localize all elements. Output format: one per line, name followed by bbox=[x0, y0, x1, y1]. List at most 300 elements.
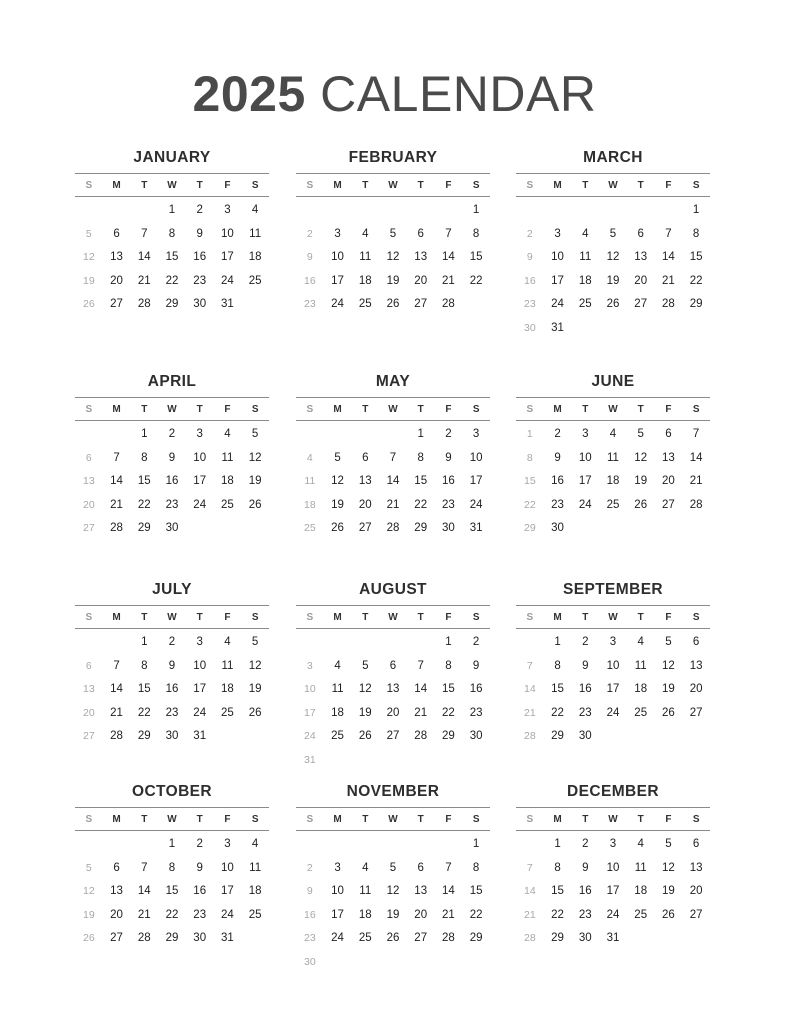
day-cell: 30 bbox=[193, 298, 207, 310]
weekday-label: T bbox=[637, 403, 644, 415]
day-cell: 31 bbox=[221, 298, 234, 310]
day-cell: 9 bbox=[472, 659, 480, 672]
day-cell: 6 bbox=[362, 451, 369, 464]
day-cell: 23 bbox=[304, 298, 316, 310]
weekday-header bbox=[516, 605, 710, 629]
day-cell: 24 bbox=[331, 298, 344, 310]
weekday-label: W bbox=[388, 611, 398, 623]
day-cell: 26 bbox=[248, 706, 262, 719]
empty-cell bbox=[296, 199, 324, 223]
day-cell: 9 bbox=[554, 451, 561, 464]
day-cell: 10 bbox=[331, 251, 344, 263]
day-cell: 21 bbox=[689, 475, 703, 487]
day-cell: 3 bbox=[306, 659, 313, 672]
weekday-label: S bbox=[692, 403, 700, 415]
weekday-label: T bbox=[196, 813, 203, 825]
day-cell: 18 bbox=[221, 683, 234, 695]
weekday-header bbox=[296, 605, 490, 629]
day-cell: 28 bbox=[110, 522, 123, 534]
day-cell: 20 bbox=[83, 498, 95, 511]
day-cell: 8 bbox=[526, 451, 533, 464]
month-name: MARCH bbox=[583, 149, 643, 166]
day-cell: 16 bbox=[578, 683, 592, 695]
day-grid bbox=[296, 199, 490, 317]
day-cell: 22 bbox=[442, 706, 455, 719]
day-cell: 6 bbox=[692, 838, 700, 850]
month-name: NOVEMBER bbox=[346, 783, 440, 800]
month-name: AUGUST bbox=[359, 581, 427, 598]
day-cell: 17 bbox=[551, 274, 564, 287]
day-cell: 27 bbox=[689, 908, 703, 921]
weekday-label: M bbox=[553, 403, 562, 415]
weekday-label: T bbox=[637, 611, 644, 623]
day-cell: 2 bbox=[554, 428, 561, 440]
weekday-label: S bbox=[472, 403, 480, 415]
weekday-label: M bbox=[112, 403, 121, 415]
day-cell: 10 bbox=[331, 885, 344, 897]
empty-cell bbox=[599, 199, 627, 223]
day-cell: 19 bbox=[386, 274, 400, 287]
day-cell: 23 bbox=[524, 298, 536, 310]
day-cell: 28 bbox=[414, 730, 428, 742]
day-cell: 8 bbox=[168, 227, 176, 240]
day-cell: 30 bbox=[165, 730, 179, 742]
title-word: CALENDAR bbox=[320, 66, 597, 122]
day-cell: 7 bbox=[417, 659, 424, 672]
day-cell: 30 bbox=[469, 730, 483, 742]
day-cell: 24 bbox=[331, 932, 344, 944]
day-cell: 5 bbox=[85, 227, 92, 240]
day-cell: 20 bbox=[83, 706, 95, 719]
day-cell: 20 bbox=[110, 908, 123, 921]
day-cell: 25 bbox=[578, 298, 592, 310]
day-cell: 11 bbox=[221, 659, 234, 672]
weekday-label: M bbox=[333, 611, 342, 623]
month-name: MAY bbox=[375, 373, 411, 390]
day-cell: 22 bbox=[551, 706, 564, 719]
weekday-label: T bbox=[362, 813, 369, 825]
day-cell: 15 bbox=[689, 251, 703, 263]
month-february bbox=[296, 148, 490, 317]
day-grid bbox=[296, 423, 490, 541]
day-cell: 8 bbox=[141, 659, 148, 672]
day-cell: 31 bbox=[551, 321, 564, 334]
day-cell: 29 bbox=[689, 298, 703, 310]
empty-cell bbox=[544, 199, 572, 223]
day-cell: 30 bbox=[165, 522, 179, 534]
day-cell: 23 bbox=[469, 706, 483, 719]
day-cell: 22 bbox=[137, 498, 151, 511]
day-cell: 15 bbox=[137, 475, 151, 487]
day-cell: 15 bbox=[551, 683, 564, 695]
weekday-label: W bbox=[167, 813, 177, 825]
empty-cell bbox=[324, 631, 352, 655]
day-cell: 15 bbox=[469, 885, 483, 897]
empty-cell bbox=[351, 833, 379, 857]
month-april bbox=[75, 372, 269, 541]
weekday-header bbox=[75, 605, 269, 629]
day-cell: 18 bbox=[358, 908, 372, 921]
empty-cell bbox=[351, 631, 379, 655]
weekday-label: T bbox=[196, 611, 203, 623]
day-cell: 16 bbox=[165, 683, 179, 695]
weekday-label: S bbox=[472, 611, 480, 623]
weekday-label: T bbox=[582, 179, 589, 191]
day-cell: 25 bbox=[634, 908, 648, 921]
weekday-label: M bbox=[553, 813, 562, 825]
day-cell: 2 bbox=[168, 636, 176, 648]
empty-cell bbox=[75, 423, 103, 447]
day-cell: 22 bbox=[524, 498, 536, 511]
weekday-label: W bbox=[608, 179, 618, 191]
month-name: SEPTEMBER bbox=[562, 581, 664, 598]
day-cell: 8 bbox=[141, 451, 148, 464]
day-cell: 16 bbox=[304, 908, 316, 921]
day-cell: 4 bbox=[251, 838, 259, 850]
weekday-label: F bbox=[445, 403, 452, 415]
day-cell: 30 bbox=[578, 730, 592, 742]
day-cell: 14 bbox=[689, 451, 703, 464]
day-cell: 12 bbox=[248, 659, 262, 672]
weekday-label: T bbox=[582, 403, 589, 415]
day-cell: 27 bbox=[83, 522, 95, 534]
day-cell: 30 bbox=[304, 955, 316, 968]
day-cell: 9 bbox=[168, 451, 176, 464]
day-cell: 5 bbox=[85, 861, 92, 874]
weekday-label: W bbox=[167, 179, 177, 191]
day-cell: 6 bbox=[692, 636, 700, 648]
empty-cell bbox=[130, 199, 158, 223]
month-july bbox=[75, 580, 269, 749]
day-cell: 5 bbox=[637, 428, 644, 440]
day-cell: 1 bbox=[554, 838, 561, 850]
day-cell: 5 bbox=[389, 861, 397, 874]
day-cell: 10 bbox=[193, 451, 207, 464]
day-grid bbox=[516, 631, 710, 749]
day-cell: 2 bbox=[306, 861, 313, 874]
weekday-label: S bbox=[472, 813, 480, 825]
day-cell: 1 bbox=[472, 204, 480, 216]
day-cell: 5 bbox=[609, 227, 617, 240]
day-cell: 19 bbox=[358, 706, 372, 719]
weekday-label: S bbox=[85, 179, 93, 191]
day-cell: 10 bbox=[304, 683, 316, 695]
day-cell: 17 bbox=[221, 885, 234, 897]
empty-cell bbox=[435, 199, 463, 223]
weekday-label: W bbox=[388, 403, 398, 415]
day-cell: 24 bbox=[578, 498, 592, 511]
day-cell: 1 bbox=[526, 428, 533, 440]
day-cell: 18 bbox=[248, 885, 262, 897]
weekday-label: T bbox=[417, 611, 424, 623]
day-cell: 16 bbox=[304, 274, 316, 287]
day-cell: 6 bbox=[389, 659, 397, 672]
weekday-label: F bbox=[665, 611, 672, 623]
day-cell: 13 bbox=[689, 659, 703, 672]
day-cell: 21 bbox=[524, 908, 536, 921]
empty-cell bbox=[103, 631, 131, 655]
day-cell: 18 bbox=[304, 498, 316, 511]
weekday-label: F bbox=[445, 813, 452, 825]
day-cell: 6 bbox=[417, 861, 424, 874]
day-cell: 14 bbox=[110, 475, 123, 487]
day-cell: 8 bbox=[417, 451, 424, 464]
day-grid bbox=[516, 423, 710, 541]
day-cell: 15 bbox=[524, 475, 536, 487]
day-cell: 24 bbox=[193, 706, 207, 719]
weekday-label: F bbox=[224, 611, 231, 623]
day-cell: 29 bbox=[524, 522, 536, 534]
day-cell: 5 bbox=[389, 227, 397, 240]
day-cell: 16 bbox=[165, 475, 179, 487]
day-cell: 29 bbox=[165, 298, 179, 310]
day-cell: 24 bbox=[304, 730, 316, 742]
empty-cell bbox=[407, 631, 435, 655]
day-cell: 15 bbox=[442, 683, 455, 695]
day-cell: 9 bbox=[306, 251, 313, 263]
day-cell: 23 bbox=[165, 706, 179, 719]
month-name: JULY bbox=[152, 581, 192, 598]
day-cell: 30 bbox=[442, 522, 455, 534]
day-cell: 31 bbox=[304, 753, 316, 766]
month-name: JANUARY bbox=[133, 149, 211, 166]
weekday-header bbox=[516, 173, 710, 197]
day-cell: 13 bbox=[110, 885, 123, 897]
day-cell: 12 bbox=[331, 475, 344, 487]
day-cell: 18 bbox=[606, 475, 620, 487]
day-cell: 27 bbox=[414, 932, 428, 944]
day-cell: 20 bbox=[358, 498, 372, 511]
day-cell: 9 bbox=[582, 861, 589, 874]
day-cell: 19 bbox=[83, 274, 95, 287]
title-year: 2025 bbox=[192, 66, 306, 122]
day-cell: 27 bbox=[386, 730, 400, 742]
day-cell: 7 bbox=[389, 451, 397, 464]
day-grid bbox=[516, 199, 710, 340]
day-cell: 2 bbox=[582, 838, 589, 850]
weekday-label: F bbox=[445, 611, 452, 623]
day-cell: 13 bbox=[689, 861, 703, 874]
weekday-label: M bbox=[112, 813, 121, 825]
day-cell: 23 bbox=[304, 932, 316, 944]
day-cell: 19 bbox=[248, 683, 262, 695]
month-november bbox=[296, 782, 490, 974]
weekday-label: S bbox=[251, 611, 259, 623]
day-cell: 28 bbox=[689, 498, 703, 511]
day-cell: 25 bbox=[248, 274, 262, 287]
day-cell: 1 bbox=[472, 838, 480, 850]
day-cell: 26 bbox=[248, 498, 262, 511]
day-cell: 16 bbox=[469, 683, 483, 695]
day-cell: 24 bbox=[606, 908, 620, 921]
day-cell: 26 bbox=[386, 932, 400, 944]
weekday-label: M bbox=[112, 179, 121, 191]
day-cell: 19 bbox=[248, 475, 262, 487]
day-cell: 14 bbox=[386, 475, 400, 487]
day-cell: 7 bbox=[113, 659, 120, 672]
day-cell: 7 bbox=[141, 227, 148, 240]
weekday-label: S bbox=[306, 611, 314, 623]
day-cell: 21 bbox=[137, 908, 151, 921]
day-cell: 12 bbox=[662, 659, 675, 672]
day-cell: 18 bbox=[358, 274, 372, 287]
day-cell: 22 bbox=[469, 274, 483, 287]
weekday-label: F bbox=[224, 403, 231, 415]
day-cell: 11 bbox=[221, 451, 234, 464]
day-cell: 15 bbox=[165, 885, 179, 897]
weekday-label: W bbox=[608, 403, 618, 415]
day-cell: 7 bbox=[526, 861, 533, 874]
day-cell: 11 bbox=[579, 251, 592, 263]
weekday-label: T bbox=[362, 611, 369, 623]
day-cell: 6 bbox=[417, 227, 424, 240]
weekday-label: T bbox=[196, 403, 203, 415]
day-cell: 8 bbox=[445, 659, 452, 672]
day-cell: 17 bbox=[331, 908, 344, 921]
weekday-label: T bbox=[196, 179, 203, 191]
day-cell: 23 bbox=[193, 908, 207, 921]
day-cell: 14 bbox=[524, 885, 536, 897]
day-cell: 16 bbox=[193, 251, 207, 263]
day-cell: 11 bbox=[249, 861, 262, 874]
day-cell: 16 bbox=[524, 274, 536, 287]
empty-cell bbox=[130, 833, 158, 857]
month-october bbox=[75, 782, 269, 951]
weekday-label: F bbox=[665, 813, 672, 825]
empty-cell bbox=[351, 199, 379, 223]
day-cell: 6 bbox=[85, 451, 92, 464]
day-cell: 5 bbox=[251, 636, 259, 648]
weekday-label: T bbox=[582, 813, 589, 825]
empty-cell bbox=[75, 833, 103, 857]
month-january bbox=[75, 148, 269, 317]
day-cell: 4 bbox=[582, 227, 589, 240]
empty-cell bbox=[407, 833, 435, 857]
day-cell: 9 bbox=[196, 227, 203, 240]
weekday-label: S bbox=[85, 611, 93, 623]
empty-cell bbox=[103, 423, 131, 447]
weekday-label: S bbox=[85, 813, 93, 825]
day-cell: 9 bbox=[582, 659, 589, 672]
day-cell: 17 bbox=[221, 251, 234, 263]
day-cell: 11 bbox=[359, 251, 372, 263]
day-cell: 11 bbox=[249, 227, 262, 240]
month-september bbox=[516, 580, 710, 749]
day-cell: 1 bbox=[554, 636, 561, 648]
day-cell: 31 bbox=[221, 932, 234, 944]
day-cell: 21 bbox=[442, 274, 455, 287]
day-cell: 12 bbox=[606, 251, 620, 263]
day-cell: 24 bbox=[606, 706, 620, 719]
day-cell: 27 bbox=[414, 298, 428, 310]
weekday-header bbox=[75, 397, 269, 421]
day-cell: 26 bbox=[662, 706, 675, 719]
day-grid bbox=[296, 631, 490, 772]
empty-cell bbox=[103, 833, 131, 857]
day-cell: 27 bbox=[634, 298, 648, 310]
weekday-header bbox=[75, 807, 269, 831]
weekday-label: T bbox=[141, 611, 148, 623]
day-cell: 12 bbox=[248, 451, 262, 464]
day-cell: 2 bbox=[196, 838, 203, 850]
day-cell: 14 bbox=[137, 885, 151, 897]
day-cell: 4 bbox=[224, 428, 231, 440]
day-cell: 3 bbox=[334, 227, 341, 240]
day-cell: 25 bbox=[248, 908, 262, 921]
day-cell: 18 bbox=[634, 683, 648, 695]
weekday-header bbox=[296, 397, 490, 421]
day-cell: 26 bbox=[83, 298, 95, 310]
weekday-label: W bbox=[388, 813, 398, 825]
day-cell: 28 bbox=[524, 932, 536, 944]
month-name: DECEMBER bbox=[567, 783, 659, 800]
day-cell: 28 bbox=[662, 298, 675, 310]
day-cell: 30 bbox=[551, 522, 564, 534]
day-cell: 4 bbox=[637, 636, 644, 648]
day-cell: 9 bbox=[526, 251, 533, 263]
day-cell: 19 bbox=[662, 885, 675, 897]
day-cell: 4 bbox=[306, 451, 313, 464]
month-june bbox=[516, 372, 710, 541]
empty-cell bbox=[379, 631, 407, 655]
day-cell: 17 bbox=[193, 683, 207, 695]
day-cell: 17 bbox=[193, 475, 207, 487]
day-cell: 20 bbox=[689, 885, 703, 897]
day-cell: 21 bbox=[524, 706, 536, 719]
day-cell: 19 bbox=[386, 908, 400, 921]
day-cell: 5 bbox=[362, 659, 369, 672]
day-cell: 4 bbox=[362, 227, 369, 240]
weekday-label: F bbox=[224, 813, 231, 825]
day-cell: 3 bbox=[609, 838, 617, 850]
day-cell: 5 bbox=[334, 451, 341, 464]
day-cell: 18 bbox=[634, 885, 648, 897]
day-cell: 20 bbox=[662, 475, 675, 487]
day-cell: 28 bbox=[524, 730, 536, 742]
day-cell: 4 bbox=[362, 861, 369, 874]
day-cell: 18 bbox=[331, 706, 344, 719]
day-cell: 13 bbox=[634, 251, 648, 263]
weekday-label: S bbox=[526, 179, 534, 191]
day-cell: 24 bbox=[221, 908, 234, 921]
weekday-header bbox=[75, 173, 269, 197]
empty-cell bbox=[516, 833, 544, 857]
day-cell: 12 bbox=[386, 251, 400, 263]
day-cell: 29 bbox=[551, 730, 564, 742]
day-cell: 12 bbox=[83, 251, 95, 263]
day-cell: 23 bbox=[578, 908, 592, 921]
day-cell: 17 bbox=[606, 885, 620, 897]
day-cell: 1 bbox=[168, 204, 176, 216]
day-cell: 29 bbox=[137, 522, 151, 534]
empty-cell bbox=[324, 833, 352, 857]
weekday-label: W bbox=[388, 179, 398, 191]
weekday-label: M bbox=[553, 611, 562, 623]
day-cell: 17 bbox=[469, 475, 483, 487]
month-may bbox=[296, 372, 490, 541]
day-cell: 21 bbox=[110, 498, 123, 511]
day-cell: 3 bbox=[224, 838, 231, 850]
day-cell: 4 bbox=[224, 636, 231, 648]
day-cell: 26 bbox=[606, 298, 620, 310]
weekday-label: S bbox=[85, 403, 93, 415]
day-cell: 8 bbox=[472, 227, 480, 240]
day-cell: 17 bbox=[331, 274, 344, 287]
day-cell: 22 bbox=[469, 908, 483, 921]
day-cell: 22 bbox=[165, 908, 179, 921]
day-cell: 14 bbox=[414, 683, 428, 695]
empty-cell bbox=[516, 199, 544, 223]
